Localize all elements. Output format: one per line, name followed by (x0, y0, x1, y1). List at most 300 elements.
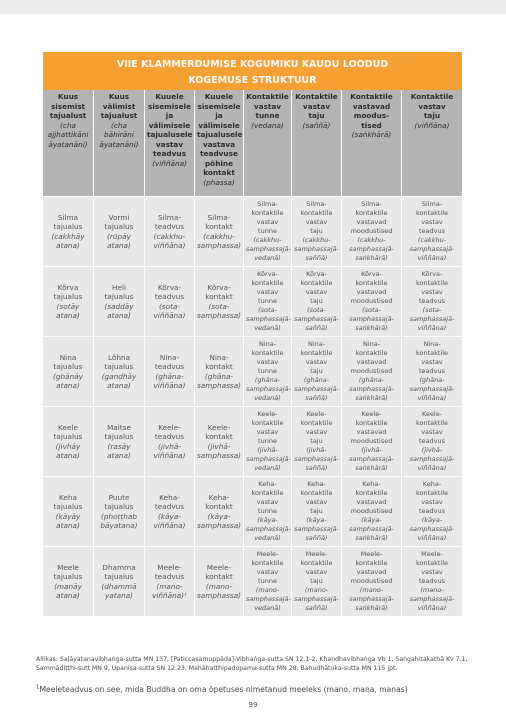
cell-line: tajualus (104, 362, 134, 371)
cell-pali-term: viññāna) (153, 451, 186, 460)
header-cell (195, 90, 244, 197)
table-cell (195, 477, 244, 547)
table-cell (244, 337, 292, 407)
cell-line: Kõrva (57, 282, 79, 292)
cell-pali-term: (mano- (420, 586, 444, 594)
cell-line: vastav (256, 288, 279, 296)
cell-line: vastav (256, 498, 279, 506)
table-cell (43, 407, 94, 477)
cell-pali-term: saññā) (305, 604, 328, 612)
cell-pali-term: (vedana) (251, 120, 284, 130)
cell-line: Keele (58, 422, 78, 432)
cell-line: Silma (57, 212, 79, 222)
cell-pali-term: samphassa) (197, 591, 242, 600)
cell-line: välimist (102, 101, 136, 111)
table-title-line-2: KOGEMUSE STRUKTUUR (188, 75, 317, 86)
cell-pali-term: (ghāna- (254, 376, 281, 384)
cell-line: kontaktile (251, 279, 284, 287)
cell-pali-term: atana) (107, 241, 131, 250)
cell-pali-term: vedanā) (254, 464, 281, 472)
cell-pali-term: saññā) (305, 254, 328, 262)
header-cell (43, 90, 94, 197)
cell-line: Nina- (362, 340, 381, 348)
cell-pali-term: samphassajā- (349, 595, 394, 603)
cell-line: Meele- (360, 550, 383, 558)
cell-line: tajualus (53, 292, 83, 301)
cell-line: vastav (421, 498, 443, 506)
table-title (43, 52, 462, 90)
cell-line: vastav (421, 358, 443, 366)
cell-line: moodustised (350, 227, 393, 235)
cell-line: moodus- (353, 111, 390, 120)
cell-line: Kõrva- (421, 270, 443, 278)
cell-pali-term: viññāna) (417, 464, 447, 472)
cell-pali-term: samphassajā- (409, 315, 455, 323)
cell-line: kontaktile (415, 209, 449, 217)
cell-line: Nina- (423, 340, 441, 348)
cell-pali-term: (ghāna- (358, 376, 385, 384)
cell-line: sisemisele (148, 101, 191, 111)
cell-pali-term: (cakkhu- (302, 236, 331, 244)
cell-line: vastavad (356, 218, 387, 226)
cell-line: kontaktile (251, 419, 284, 427)
cell-line: Keele- (257, 410, 278, 418)
cell-line: kontaktile (300, 349, 333, 357)
table-cell (244, 547, 292, 617)
table-cell (292, 407, 342, 477)
cell-pali-term: saññā) (305, 534, 328, 542)
cell-line: vastav (305, 288, 328, 296)
cell-pali-term: (kāya- (207, 511, 231, 521)
cell-line: kontakt (205, 222, 233, 231)
cell-pali-term: samphassajā- (246, 525, 291, 533)
cell-pali-term: vedanā) (254, 604, 281, 612)
cell-line: teadvus (154, 292, 185, 301)
table-cell (244, 407, 292, 477)
cell-pali-term: samphassajā- (246, 385, 291, 393)
cell-line: Keha- (422, 480, 442, 488)
cell-pali-term: (cakkhu- (357, 236, 386, 244)
cell-pali-term: viññāna) (417, 394, 447, 402)
cell-pali-term: (phassa) (203, 177, 235, 187)
cell-pali-term: (sota- (258, 306, 277, 314)
cell-line: teadvus (418, 297, 445, 305)
cell-line: Keha- (159, 492, 180, 502)
cell-pali-term: (mano- (205, 581, 233, 591)
cell-pali-term: (saddāy (104, 301, 134, 311)
cell-line: tised (361, 120, 382, 130)
cell-pali-term: saṅkhārā) (355, 534, 388, 542)
cell-pali-term: (ghāna- (419, 376, 445, 384)
cell-line: vastavad (356, 358, 387, 366)
cell-line: kontaktile (300, 559, 333, 567)
cell-line: taju (308, 111, 325, 120)
cell-pali-term: (mano- (255, 586, 280, 594)
cell-pali-term: ajjhattikāni (47, 130, 89, 139)
cell-line: sisemisele (197, 101, 241, 111)
cell-line: tajualus (104, 572, 134, 581)
cell-line: tajualus (53, 502, 83, 511)
cell-line: ja (215, 111, 223, 120)
table-cell (292, 547, 342, 617)
cell-pali-term: (jivhāy (55, 441, 81, 451)
table-title-line-1: VIIE KLAMMERDUMISE KOGUMIKU KAUDU LOODUD (116, 59, 389, 70)
table-row (43, 547, 462, 617)
header-cell (145, 90, 195, 197)
cell-pali-term: (mano- (304, 586, 329, 594)
cell-pali-term: samphassa) (197, 451, 242, 460)
table-cell (94, 337, 145, 407)
cell-line: kontaktile (415, 489, 449, 497)
table-row (43, 337, 462, 407)
cell-line: Lõhna (107, 352, 131, 362)
top-strip (0, 0, 506, 14)
table-cell (342, 477, 402, 547)
cell-line: vastav (421, 288, 443, 296)
cell-pali-term: atana) (107, 381, 131, 390)
cell-line: teadvus (154, 222, 185, 231)
cell-line: Meele- (206, 562, 232, 572)
cell-line: vastavad (352, 101, 391, 111)
cell-pali-term: samphassajā- (409, 245, 455, 253)
cell-pali-term: samphassajā- (349, 525, 394, 533)
cell-line: sisemist (50, 101, 86, 111)
structure-table-panel (43, 52, 462, 617)
cell-pali-term: (ghānāy (53, 371, 83, 381)
cell-line: Keha (58, 492, 77, 502)
cell-line: Kuuele (204, 92, 234, 101)
cell-line: moodustised (350, 577, 393, 585)
cell-pali-term: (cakkhu- (153, 231, 186, 241)
cell-pali-term: (cakkhu- (417, 236, 447, 244)
cell-line: vastav (305, 218, 328, 226)
cell-pali-term: (ghāna- (303, 376, 330, 384)
cell-line: Vormi (108, 212, 130, 222)
cell-line: Keele- (361, 410, 382, 418)
cell-line: Silma- (361, 200, 382, 208)
cell-pali-term: samphassajā- (349, 385, 394, 393)
table-cell (402, 337, 462, 407)
cell-line: tunne (258, 577, 277, 585)
cell-line: kontaktile (251, 349, 284, 357)
cell-line: taju (423, 111, 441, 120)
cell-line: tunne (258, 507, 277, 515)
cell-line: taju (310, 437, 323, 445)
cell-line: tajualus (104, 432, 134, 441)
cell-pali-term: (jivhā- (158, 441, 181, 451)
cell-pali-term: atana) (107, 311, 131, 320)
cell-line: teadvus (154, 432, 185, 441)
table-row (43, 197, 462, 267)
cell-pali-term: saṅkhārā) (355, 464, 388, 472)
header-cell (292, 90, 342, 197)
cell-pali-term: viññāna) (417, 254, 447, 262)
cell-line: Silma- (257, 200, 278, 208)
cell-line: Keha- (307, 480, 326, 488)
cell-pali-term: (jivhā- (421, 446, 443, 454)
table-cell (342, 267, 402, 337)
cell-line: moodustised (350, 507, 393, 515)
cell-pali-term: samphassajā- (294, 455, 339, 463)
table-cell (145, 197, 195, 267)
cell-pali-term: (jivhā- (207, 441, 231, 451)
cell-pali-term: viññāna) (417, 534, 447, 542)
cell-line: taju (310, 577, 323, 585)
table-cell (94, 547, 145, 617)
table-cell (94, 477, 145, 547)
cell-pali-term: (kāya- (158, 511, 181, 521)
cell-line: teadvus (154, 502, 185, 511)
cell-pali-term: (saññā) (302, 120, 331, 130)
cell-line: taju (310, 507, 323, 515)
cell-pali-term: (mano- (359, 586, 384, 594)
cell-line: Kõrva- (207, 282, 231, 292)
cell-pali-term: samphassajā- (409, 455, 455, 463)
cell-line: kontakt (205, 572, 233, 581)
cell-line: Kuus (108, 92, 130, 101)
cell-line: teadvus (418, 367, 445, 375)
cell-line: vastav (421, 428, 443, 436)
cell-line: tajualus (104, 292, 134, 301)
cell-line: vastavad (356, 288, 387, 296)
footnote (36, 685, 486, 695)
cell-line: teadvus (418, 507, 445, 515)
cell-line: Nina- (258, 340, 277, 348)
cell-line: tunne (258, 297, 277, 305)
table-cell (145, 267, 195, 337)
cell-line: kontaktile (355, 489, 388, 497)
cell-pali-term: atana) (56, 451, 80, 460)
cell-line: tajualus (53, 362, 83, 371)
table-cell (43, 337, 94, 407)
cell-line: Kuuele (155, 92, 184, 101)
table-cell (145, 337, 195, 407)
header-cell (342, 90, 402, 197)
cell-pali-term: samphassa) (197, 521, 242, 530)
cell-pali-term: āyatanāni) (99, 139, 139, 149)
cell-line: ja (165, 111, 174, 120)
cell-pali-term: samphassa) (197, 311, 242, 320)
cell-line: teadvus (418, 577, 445, 585)
cell-pali-term: saṅkhārā) (355, 324, 388, 332)
cell-line: vastav (305, 568, 328, 576)
cell-pali-term: samphassajā- (246, 455, 291, 463)
cell-line: kontaktile (251, 559, 284, 567)
cell-line: vastav (256, 428, 279, 436)
cell-pali-term: (kāya- (257, 516, 278, 524)
cell-line: Silma- (306, 200, 327, 208)
cell-line: Kontaktile (295, 92, 338, 101)
table-cell (292, 197, 342, 267)
cell-line: kontaktile (355, 209, 388, 217)
cell-pali-term: (sota- (208, 301, 230, 311)
cell-pali-term: samphassajā- (294, 245, 339, 253)
cell-line: Silma- (158, 212, 181, 222)
cell-line: Nina (59, 352, 77, 362)
cell-pali-term: (kāyāy (55, 511, 81, 521)
cell-line: kontaktile (355, 349, 388, 357)
cell-line: tunne (258, 367, 277, 375)
cell-line: vastavad (356, 498, 387, 506)
table-cell (342, 547, 402, 617)
cell-line: Kontaktile (410, 92, 454, 101)
cell-pali-term: (jivhā- (361, 446, 382, 454)
cell-line: vastav (305, 358, 328, 366)
cell-line: vastav (421, 218, 443, 226)
cell-line: kontakt (203, 168, 235, 177)
cell-line: Keele- (158, 422, 181, 432)
cell-line: kontaktile (355, 279, 388, 287)
cell-pali-term: (viññāna) (152, 158, 187, 168)
cell-pali-term: (cha (111, 120, 127, 130)
cell-line: Nina- (307, 340, 326, 348)
cell-line: kontaktile (300, 419, 333, 427)
table-cell (402, 197, 462, 267)
header-cell (94, 90, 145, 197)
cell-pali-term: atana) (56, 591, 80, 600)
cell-line: taju (310, 367, 323, 375)
header-row (43, 90, 462, 197)
cell-line: kontaktile (355, 559, 388, 567)
table-cell (43, 547, 94, 617)
table-cell (145, 477, 195, 547)
table-cell (292, 337, 342, 407)
cell-pali-term: (kāya- (361, 516, 382, 524)
cell-line: kontaktile (251, 489, 284, 497)
table-cell (94, 407, 145, 477)
cell-line: vastav (256, 218, 279, 226)
cell-pali-term: āyatanāni) (48, 139, 88, 149)
cell-pali-term: vedanā) (254, 394, 281, 402)
cell-line: tajualus (104, 502, 134, 511)
header-cell (402, 90, 462, 197)
cell-line: kontaktile (415, 559, 449, 567)
cell-pali-term: (cha (60, 120, 76, 130)
cell-line: tajualus (53, 222, 83, 231)
cell-line: välimisele (148, 120, 191, 130)
cell-pali-term: (ghāna- (204, 371, 234, 381)
cell-pali-term: saṅkhārā) (355, 604, 388, 612)
cell-pali-term: vedanā) (254, 324, 281, 332)
cell-pali-term: atana) (56, 241, 80, 250)
cell-line: tajualust (100, 111, 138, 120)
table-cell (195, 547, 244, 617)
cell-line: taju (310, 227, 323, 235)
cell-pali-term: saṅkhārā) (355, 254, 388, 262)
cell-line: vastav (256, 358, 279, 366)
cell-line: Keha- (362, 480, 381, 488)
cell-pali-term: (kāya- (306, 516, 327, 524)
table-cell (244, 477, 292, 547)
cell-line: kontaktile (415, 279, 449, 287)
cell-line: teadvuse (200, 149, 238, 158)
cell-line: kontakt (205, 292, 233, 301)
cell-line: Keele- (421, 410, 443, 418)
cell-pali-term: (mano- (156, 581, 183, 591)
cell-line: kontaktile (300, 279, 333, 287)
table-cell (402, 407, 462, 477)
cell-pali-term: (cakkhu- (253, 236, 282, 244)
footnote-mark: 1 (36, 684, 40, 691)
cell-line: Meele- (421, 550, 443, 558)
header-cell (244, 90, 292, 197)
cell-pali-term: samphassajā- (294, 525, 339, 533)
cell-line: tajualust (49, 111, 87, 120)
cell-pali-term: samphassa) (197, 381, 242, 390)
cell-line: vastav (418, 101, 446, 111)
cell-pali-term: samphassajā- (294, 595, 339, 603)
table-row (43, 477, 462, 547)
cell-line: Nina- (209, 352, 229, 362)
table-cell (94, 197, 145, 267)
cell-line: teadvus (418, 227, 445, 235)
cell-line: tajualus (53, 572, 83, 581)
cell-line: välimisele (198, 120, 240, 130)
cell-pali-term: viññāna)¹ (152, 591, 187, 600)
cell-pali-term: (saṅkhārā) (351, 130, 392, 139)
cell-pali-term: viññāna) (417, 324, 447, 332)
cell-line: kontakt (205, 432, 233, 441)
cell-line: Meele- (256, 550, 279, 558)
table-cell (292, 477, 342, 547)
cell-line: kontakt (205, 362, 233, 371)
cell-line: Meele (57, 562, 79, 572)
cell-pali-term: vedanā) (254, 534, 281, 542)
cell-pali-term: atana) (56, 521, 80, 530)
cell-line: vastavad (356, 568, 387, 576)
cell-pali-term: samphassajā- (409, 595, 455, 603)
cell-line: Kontaktile (350, 92, 393, 101)
table-cell (342, 407, 402, 477)
cell-line: kontaktile (251, 209, 284, 217)
cell-line: Kõrva- (257, 270, 278, 278)
cell-line: kontaktile (355, 419, 388, 427)
table-cell (402, 267, 462, 337)
cell-pali-term: saññā) (305, 464, 328, 472)
cell-pali-term: (sota- (422, 306, 442, 314)
cell-line: vastav (302, 101, 331, 111)
cell-pali-term: (sotāy (56, 301, 80, 311)
cell-pali-term: (sota- (158, 301, 181, 311)
cell-line: tajualus (104, 222, 134, 231)
cell-pali-term: (sota- (362, 306, 381, 314)
cell-line: vastav (421, 568, 443, 576)
cell-pali-term: (rasāy (107, 441, 131, 451)
cell-line: vastav (256, 568, 279, 576)
cell-pali-term: atana) (56, 311, 80, 320)
table-cell (195, 337, 244, 407)
cell-line: Dhamma (102, 562, 136, 572)
table-cell (43, 267, 94, 337)
table-cell (402, 547, 462, 617)
cell-pali-term: (manāy (54, 581, 82, 591)
cell-line: Heli (111, 282, 127, 292)
cell-pali-term: viññāna) (153, 311, 186, 320)
cell-line: vastava (202, 139, 236, 149)
cell-line: kontaktile (300, 209, 333, 217)
cell-pali-term: samphassajā- (349, 455, 394, 463)
cell-pali-term: (phoṭṭhab (100, 511, 138, 521)
table-cell (292, 267, 342, 337)
cell-line: tajualus (53, 432, 83, 441)
table-cell (244, 267, 292, 337)
cell-line: teadvus (418, 437, 445, 445)
cell-pali-term: (gandhāy (101, 371, 137, 381)
cell-pali-term: samphassajā- (294, 315, 339, 323)
cell-pali-term: (dhammā (101, 581, 137, 591)
cell-pali-term: bāhirāni (104, 130, 134, 139)
cell-pali-term: samphassajā- (246, 245, 291, 253)
